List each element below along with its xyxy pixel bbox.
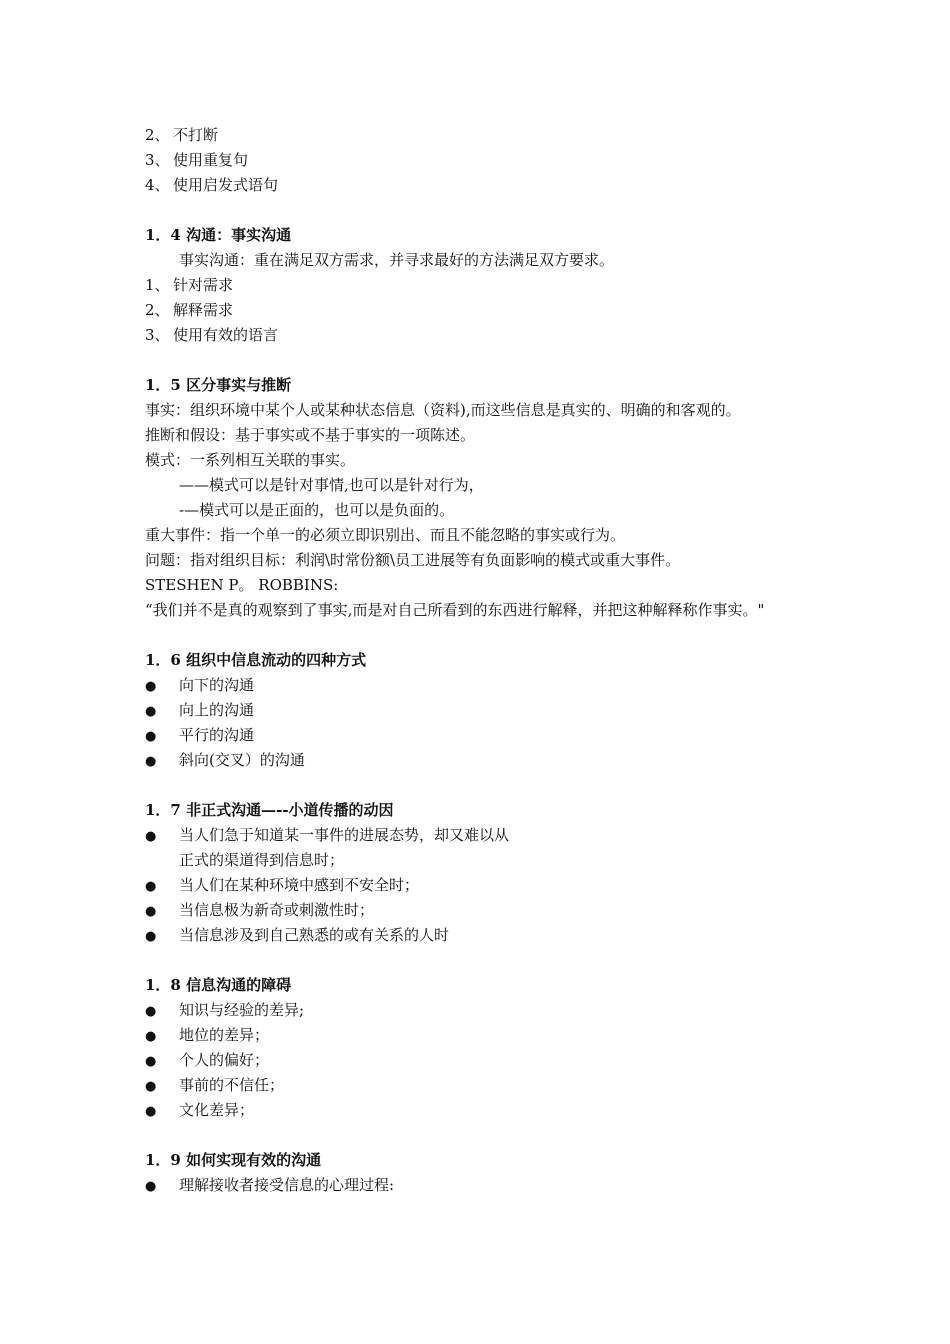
author-name: STESHEN P。 ROBBINS:: [145, 576, 339, 594]
list-item: 3、 使用重复句: [145, 151, 249, 169]
paragraph: -—模式可以是正面的，也可以是负面的。: [179, 501, 455, 519]
bullet-item: ● 理解接收者接受信息的心理过程:: [145, 1173, 815, 1198]
section-heading: 1．8 信息沟通的障碍: [145, 976, 292, 994]
bullet-icon: [145, 748, 179, 773]
bullet-item: ● 向下的沟通: [145, 673, 815, 698]
paragraph: 事实：组织环境中某个人或某种状态信息（资料),而这些信息是真实的、明确的和客观的。: [145, 401, 741, 419]
list-item: 2、 解释需求: [145, 301, 234, 319]
bullet-icon: [145, 1098, 179, 1123]
list-item: 4、 使用启发式语句: [145, 176, 279, 194]
spacer: [145, 773, 815, 798]
bullet-icon: [145, 1173, 179, 1198]
bullet-item: ● 斜向(交叉）的沟通: [145, 748, 815, 773]
bullet-icon: [145, 1073, 179, 1098]
bullet-item: ● 地位的差异；: [145, 1023, 815, 1048]
paragraph: 重大事件：指一个单一的必须立即识别出、而且不能忽略的事实或行为。: [145, 526, 626, 544]
section-heading: 1．9 如何实现有效的沟通: [145, 1151, 322, 1169]
bullet-icon: [145, 723, 179, 748]
section-heading: 1．7 非正式沟通—--小道传播的动因: [145, 801, 394, 819]
list-item: 1、 针对需求: [145, 276, 234, 294]
list-item: 2、 不打断: [145, 126, 219, 144]
bullet-item: ● 向上的沟通: [145, 698, 815, 723]
bullet-icon: [145, 998, 179, 1023]
paragraph: ——模式可以是针对事情,也可以是针对行为，: [179, 476, 484, 494]
bullet-item: ● 事前的不信任；: [145, 1073, 815, 1098]
paragraph: 问题：指对组织目标：利润\时常份额\员工进展等有负面影响的模式或重大事件。: [145, 551, 681, 569]
bullet-item: ● 当信息涉及到自己熟悉的或有关系的人时: [145, 923, 815, 948]
section-heading: 1．4 沟通：事实沟通: [145, 226, 292, 244]
paragraph: 推断和假设：基于事实或不基于事实的一项陈述。: [145, 426, 476, 444]
bullet-item: ● 知识与经验的差异;: [145, 998, 815, 1023]
paragraph: 模式：一系列相互关联的事实。: [145, 451, 356, 469]
document-body: [145, 123, 815, 1198]
section-heading: 1．5 区分事实与推断: [145, 376, 292, 394]
bullet-icon: [145, 823, 179, 848]
bullet-icon: [145, 1023, 179, 1048]
bullet-item: ● 当人们在某种环境中感到不安全时；: [145, 873, 815, 898]
bullet-item: ● 文化差异；: [145, 1098, 815, 1123]
bullet-icon: [145, 698, 179, 723]
spacer: [145, 948, 815, 973]
bullet-icon: [145, 873, 179, 898]
bullet-icon: [145, 1048, 179, 1073]
paragraph: 事实沟通：重在满足双方需求，并寻求最好的方法满足双方要求。: [179, 251, 615, 269]
bullet-icon: [145, 898, 179, 923]
bullet-item: ● 个人的偏好；: [145, 1048, 815, 1073]
bullet-icon: [145, 923, 179, 948]
quote: “我们并不是真的观察到了事实,而是对自己所看到的东西进行解释，并把这种解释称作事实。": [145, 601, 765, 619]
section-heading: 1．6 组织中信息流动的四种方式: [145, 651, 367, 669]
spacer: [145, 623, 815, 648]
spacer: [145, 1123, 815, 1148]
bullet-icon: [145, 673, 179, 698]
bullet-item: ● 平行的沟通: [145, 723, 815, 748]
list-item: 3、 使用有效的语言: [145, 326, 279, 344]
bullet-continuation: 正式的渠道得到信息时；: [179, 851, 345, 869]
bullet-item: ● 当信息极为新奇或刺激性时；: [145, 898, 815, 923]
spacer: [145, 348, 815, 373]
bullet-item: ● 当人们急于知道某一事件的进展态势，却又难以从: [145, 823, 815, 848]
spacer: [145, 198, 815, 223]
